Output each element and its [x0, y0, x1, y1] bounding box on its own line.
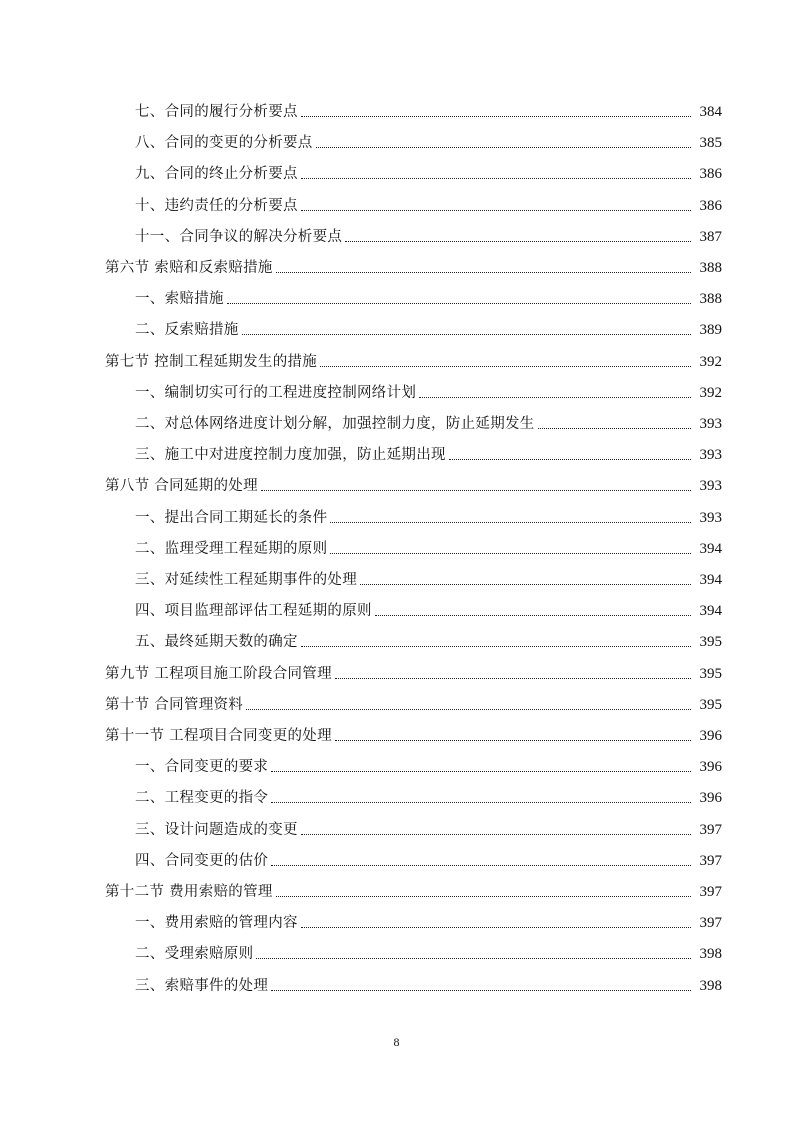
dot-leader [301, 178, 691, 179]
toc-entry-label: 三、设计问题造成的变更 [135, 821, 298, 838]
toc-entry-label: 九、合同的终止分析要点 [135, 166, 298, 183]
toc-entry-page-number: 393 [699, 509, 722, 526]
toc-subsection-entry[interactable] [135, 847, 722, 871]
toc-entry-page-number: 397 [699, 821, 722, 838]
dot-leader [271, 771, 691, 772]
toc-entry-label: 第八节 合同延期的处理 [105, 478, 258, 495]
dot-leader [301, 834, 691, 835]
dot-leader [242, 334, 691, 335]
toc-entry-label: 二、工程变更的指令 [135, 790, 269, 807]
dot-leader [301, 646, 691, 647]
toc-entry-label: 二、反索赔措施 [135, 322, 239, 339]
toc-entry-page-number: 395 [699, 665, 722, 682]
dot-leader [276, 272, 691, 273]
toc-subsection-entry[interactable] [135, 597, 722, 621]
toc-section-entry[interactable] [105, 722, 722, 746]
toc-entry-label: 一、提出合同工期延长的条件 [135, 509, 328, 526]
dot-leader [360, 584, 691, 585]
dot-leader [335, 678, 691, 679]
toc-entry-page-number: 397 [699, 915, 722, 932]
toc-entry-label: 五、最终延期天数的确定 [135, 634, 298, 651]
toc-section-entry[interactable] [105, 691, 722, 715]
toc-entry-label: 一、合同变更的要求 [135, 759, 269, 776]
toc-subsection-entry[interactable] [135, 535, 722, 559]
toc-entry-label: 三、索赔事件的处理 [135, 977, 269, 994]
dot-leader [335, 740, 691, 741]
dot-leader [301, 210, 691, 211]
toc-subsection-entry[interactable] [135, 972, 722, 996]
toc-entry-label: 四、合同变更的估价 [135, 852, 269, 869]
toc-entry-label: 第七节 控制工程延期发生的措施 [105, 353, 318, 370]
toc-subsection-entry[interactable] [135, 753, 722, 777]
toc-entry-label: 一、索赔措施 [135, 291, 224, 308]
toc-entry-label: 二、对总体网络进度计划分解，加强控制力度，防止延期发生 [135, 416, 535, 432]
toc-entry-page-number: 394 [699, 572, 722, 588]
toc-entry-page-number: 384 [699, 104, 722, 120]
dot-leader [449, 459, 691, 460]
toc-entry-page-number: 394 [699, 603, 722, 620]
dot-leader [246, 709, 691, 710]
dot-leader [271, 990, 691, 991]
toc-subsection-entry[interactable] [135, 566, 722, 590]
toc-subsection-entry[interactable] [135, 316, 722, 340]
toc-entry-page-number: 392 [699, 353, 722, 370]
toc-section-entry[interactable] [105, 348, 722, 372]
toc-entry-page-number: 386 [699, 166, 722, 183]
toc-subsection-entry[interactable] [135, 441, 722, 465]
toc-entry-label: 一、费用索赔的管理内容 [135, 915, 298, 932]
dot-leader [227, 303, 691, 304]
toc-entry-label: 第十二节 费用索赔的管理 [105, 884, 273, 900]
dot-leader [256, 958, 691, 959]
toc-entry-page-number: 388 [699, 260, 722, 276]
toc-entry-page-number: 396 [699, 728, 722, 744]
toc-entry-page-number: 385 [699, 135, 722, 152]
toc-subsection-entry[interactable] [135, 940, 722, 964]
toc-entry-page-number: 397 [699, 852, 722, 869]
toc-subsection-entry[interactable] [135, 816, 722, 840]
toc-entry-label: 三、对延续性工程延期事件的处理 [135, 572, 357, 588]
toc-entry-label: 四、项目监理部评估工程延期的原则 [135, 603, 372, 620]
toc-section-entry[interactable] [105, 472, 722, 496]
toc-entry-page-number: 393 [699, 478, 722, 495]
toc-entry-label: 七、合同的履行分析要点 [135, 104, 298, 120]
toc-section-entry[interactable] [105, 878, 722, 902]
toc-entry-page-number: 396 [699, 759, 722, 776]
toc-entry-page-number: 395 [699, 696, 722, 713]
toc-entry-label: 二、受理索赔原则 [135, 946, 254, 963]
toc-subsection-entry[interactable] [135, 192, 722, 216]
toc-entry-page-number: 386 [699, 197, 722, 214]
toc-entry-page-number: 394 [699, 540, 722, 557]
dot-leader [330, 522, 691, 523]
toc-subsection-entry[interactable] [135, 379, 722, 403]
dot-leader [271, 865, 691, 866]
toc-subsection-entry[interactable] [135, 223, 722, 247]
toc-entry-page-number: 396 [699, 790, 722, 807]
toc-entry-page-number: 387 [699, 228, 722, 245]
toc-entry-page-number: 393 [699, 416, 722, 432]
toc-entry-page-number: 388 [699, 291, 722, 308]
toc-entry-label: 十、违约责任的分析要点 [135, 197, 298, 214]
dot-leader [316, 147, 691, 148]
toc-entry-label: 第十一节 工程项目合同变更的处理 [105, 728, 332, 744]
toc-entry-label: 二、监理受理工程延期的原则 [135, 540, 328, 557]
toc-subsection-entry[interactable] [135, 160, 722, 184]
toc-subsection-entry[interactable] [135, 784, 722, 808]
toc-entry-label: 第十节 合同管理资料 [105, 696, 244, 713]
toc-entry-page-number: 398 [699, 946, 722, 963]
toc-subsection-entry[interactable] [135, 909, 722, 933]
toc-entry-label: 第六节 索赔和反索赔措施 [105, 260, 273, 276]
toc-subsection-entry[interactable] [135, 98, 722, 122]
toc-entry-page-number: 395 [699, 634, 722, 651]
dot-leader [538, 428, 691, 429]
dot-leader [419, 397, 691, 398]
dot-leader [271, 802, 691, 803]
dot-leader [301, 116, 691, 117]
page-number: 8 [393, 1035, 400, 1049]
dot-leader [261, 490, 691, 491]
toc-entry-label: 十一、合同争议的解决分析要点 [135, 228, 343, 245]
dot-leader [330, 553, 691, 554]
toc-section-entry[interactable] [105, 254, 722, 278]
toc-entry-page-number: 398 [699, 977, 722, 994]
toc-entry-page-number: 393 [699, 447, 722, 464]
toc-subsection-entry[interactable] [135, 410, 722, 434]
dot-leader [345, 241, 691, 242]
toc-entry-page-number: 389 [699, 322, 722, 339]
toc-entry-label: 一、编制切实可行的工程进度控制网络计划 [135, 384, 417, 401]
dot-leader [276, 896, 691, 897]
toc-section-entry[interactable] [105, 660, 722, 684]
toc-entry-page-number: 397 [699, 884, 722, 900]
toc-entry-label: 第九节 工程项目施工阶段合同管理 [105, 665, 332, 682]
dot-leader [375, 615, 691, 616]
toc-entry-label: 三、施工中对进度控制力度加强，防止延期出现 [135, 447, 446, 464]
toc-entry-page-number: 392 [699, 384, 722, 401]
dot-leader [301, 927, 691, 928]
dot-leader [320, 366, 691, 367]
toc-entry-label: 八、合同的变更的分析要点 [135, 135, 313, 152]
toc-subsection-entry[interactable] [135, 504, 722, 528]
toc-subsection-entry[interactable] [135, 129, 722, 153]
toc-subsection-entry[interactable] [135, 628, 722, 652]
toc-subsection-entry[interactable] [135, 285, 722, 309]
